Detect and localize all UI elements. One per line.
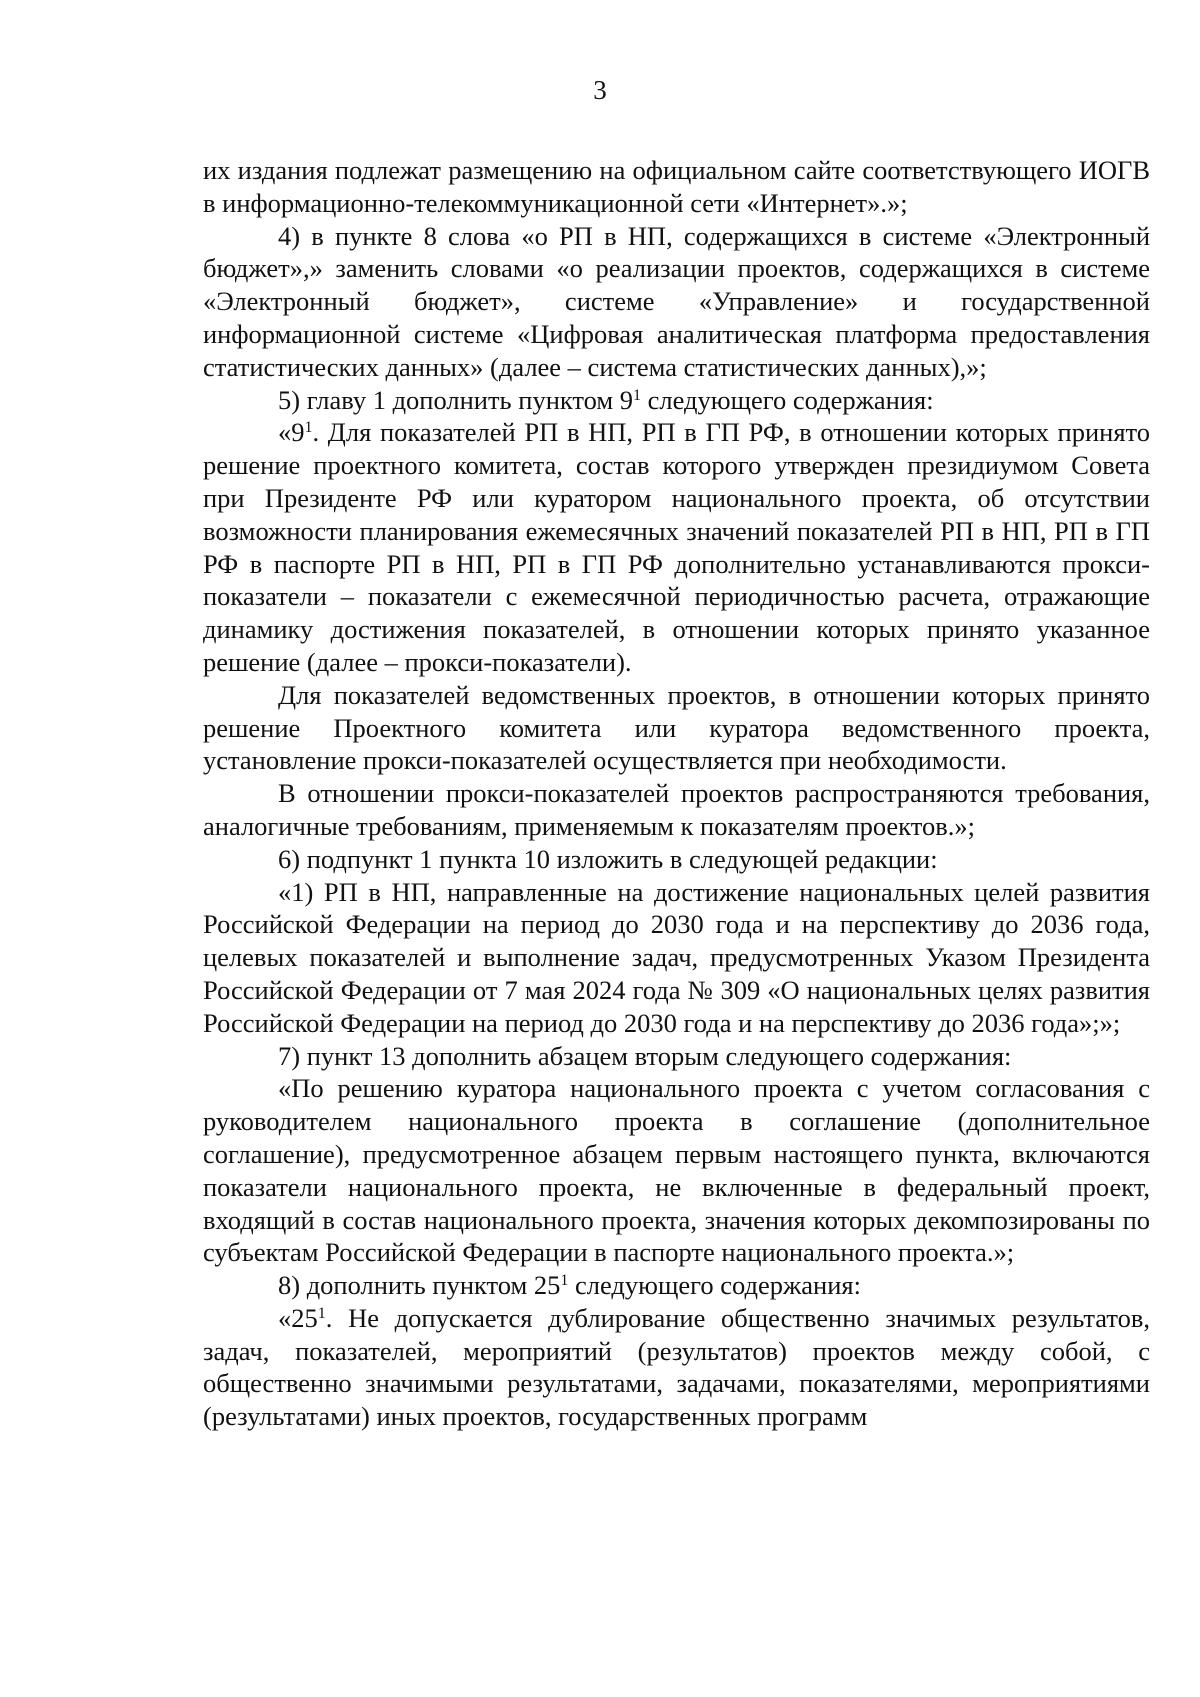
document-body bbox=[203, 154, 1150, 1433]
paragraph-departmental-projects: Для показателей ведомственных проектов, в отношении которых принято решение Проектного комитета или куратора ведомственного проекта, установление прокси-показателей осуществляется при необходимости. bbox=[203, 679, 1150, 776]
superscript: 1 bbox=[633, 386, 642, 404]
superscript: 1 bbox=[317, 1304, 326, 1322]
superscript: 1 bbox=[560, 1272, 569, 1290]
paragraph-item-5 bbox=[203, 384, 1150, 417]
paragraph-clause-25-1 bbox=[203, 1302, 1150, 1433]
paragraph-clause-25-1-start: «25 bbox=[278, 1302, 318, 1333]
paragraph-item-6: 6) подпункт 1 пункта 10 изложить в следующей редакции: bbox=[278, 843, 938, 874]
paragraph-continuation: их издания подлежат размещению на официальном сайте соответствующего ИОГВ в информационно-телекоммуникационной сети «Интернет».»; bbox=[203, 155, 1150, 218]
paragraph-item-4: 4) в пункте 8 слова «о РП в НП, содержащихся в системе «Электронный бюджет»,» заменить словами «о реализации проектов, содержащихся в системе «Электронный бюджет», системе «Управление» и государственной информационной системе «Цифровая аналитическая платформа предоставления статистических данных» (далее – система статистических данных),»; bbox=[203, 220, 1150, 382]
paragraph-clause-25-1-text: . Не допускается дублирование общественно значимых результатов, задач, показателей, мероприятий (результатов) проектов между собой, с общественно значимыми результатами, задачами, показателями, мероприятиями (результатами) иных проектов, государственных программ bbox=[203, 1302, 1150, 1432]
paragraph-clause-9-1-text: . Для показателей РП в НП, РП в ГП РФ, в отношении которых принято решение проектного комитета, состав которого утвержден президиумом Совета при Президенте РФ или куратором национального проекта, об отсутствии возможности планирования ежемесячных значений показателей РП в НП, РП в ГП РФ в паспорте РП в НП, РП в ГП РФ дополнительно устанавливаются прокси-показатели – показатели с ежемесячной периодичностью расчета, отражающие динамику достижения показателей, в отношении которых принято указанное решение (далее – прокси-показатели). bbox=[203, 417, 1150, 677]
paragraph-item-8-text-end: следующего содержания: bbox=[568, 1270, 861, 1301]
paragraph-clause-9-1-start: «9 bbox=[278, 417, 305, 448]
paragraph-proxy-requirements: В отношении прокси-показателей проектов распространяются требования, аналогичные требованиям, применяемым к показателям проектов.»; bbox=[203, 778, 1150, 841]
paragraph-clause-9-1 bbox=[203, 416, 1150, 678]
paragraph-item-5-text-end: следующего содержания: bbox=[641, 384, 934, 415]
page-number: 3 bbox=[593, 75, 607, 105]
paragraph-item-5-text: 5) главу 1 дополнить пунктом 9 bbox=[278, 384, 634, 415]
paragraph-item-7: 7) пункт 13 дополнить абзацем вторым следующего содержания: bbox=[278, 1040, 1012, 1071]
paragraph-subclause-1: «1) РП в НП, направленные на достижение национальных целей развития Российской Федерации на период до 2030 года и на перспективу до 2036 года, целевых показателей и выполнение задач, предусмотренных Указом Президента Российской Федерации от 7 мая 2024 года № 309 «О национальных целях развития Российской Федерации на период до 2030 года и на перспективу до 2036 года»;»; bbox=[203, 876, 1150, 1038]
paragraph-item-8 bbox=[203, 1269, 1150, 1302]
paragraph-item-8-text: 8) дополнить пунктом 25 bbox=[278, 1270, 561, 1301]
paragraph-curator-decision: «По решению куратора национального проекта с учетом согласования с руководителем национального проекта в соглашение (дополнительное соглашение), предусмотренное абзацем первым настоящего пункта, включаются показатели национального проекта, не включенные в федеральный проект, входящий в состав национального проекта, значения которых декомпозированы по субъектам Российской Федерации в паспорте национального проекта.»; bbox=[203, 1073, 1150, 1268]
superscript: 1 bbox=[304, 419, 313, 437]
